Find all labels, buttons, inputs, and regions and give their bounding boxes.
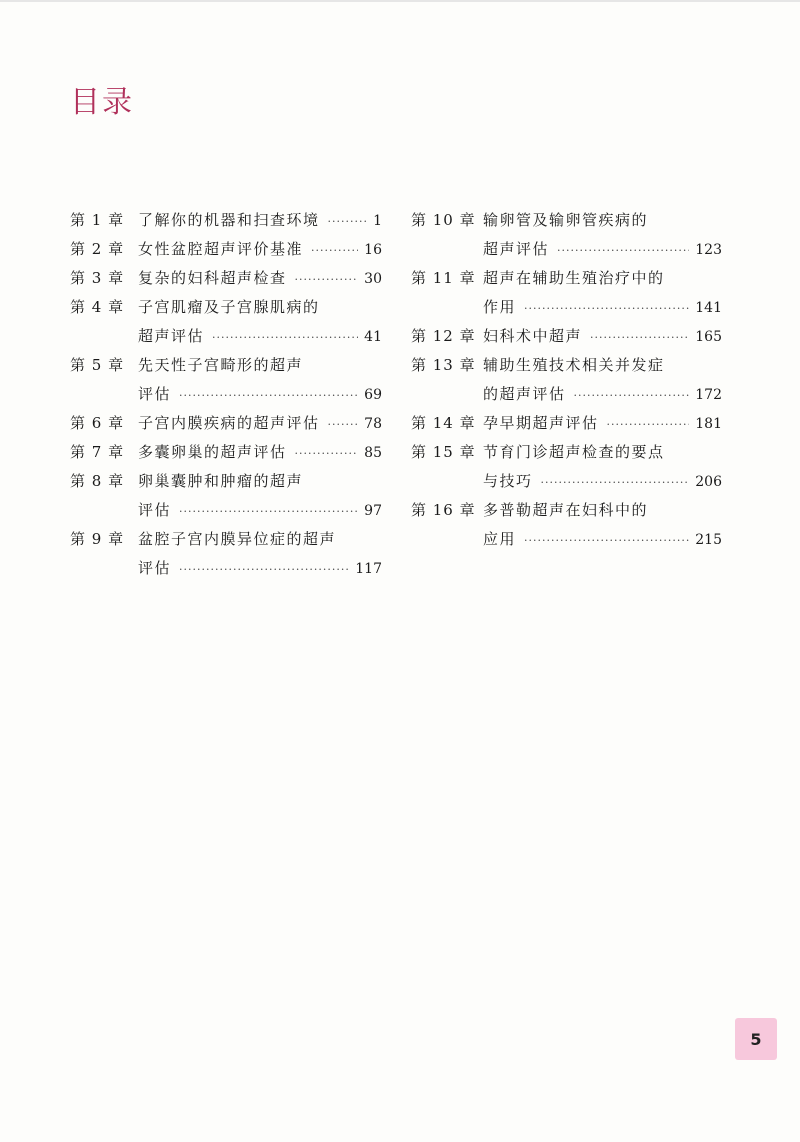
chapter-label: 第 16 章 xyxy=(411,501,476,519)
toc-entry-line xyxy=(70,467,382,496)
toc-entry[interactable] xyxy=(70,351,382,409)
chapter-page-number: 181 xyxy=(695,416,722,432)
dot-leader xyxy=(212,323,358,352)
toc-entry-line xyxy=(411,351,722,380)
dot-leader xyxy=(557,236,689,265)
dot-leader xyxy=(295,439,359,468)
toc-entry-line xyxy=(411,264,722,293)
toc-entry-line xyxy=(70,496,382,525)
chapter-page-number: 69 xyxy=(364,387,382,403)
toc-entry-line xyxy=(70,206,382,235)
page-number-badge: 5 xyxy=(735,1018,777,1060)
chapter-title: 超声在辅助生殖治疗中的 xyxy=(483,269,665,287)
chapter-title: 应用 xyxy=(483,530,517,548)
chapter-title: 多囊卵巢的超声评估 xyxy=(138,443,287,461)
chapter-label: 第 11 章 xyxy=(411,269,476,287)
toc-entry-line xyxy=(70,380,382,409)
toc-entry-line xyxy=(411,496,722,525)
dot-leader xyxy=(311,236,358,265)
chapter-title: 输卵管及输卵管疾病的 xyxy=(483,211,649,229)
toc-entry[interactable] xyxy=(411,206,722,264)
toc-entry-line xyxy=(411,467,722,496)
toc-entry[interactable] xyxy=(411,496,722,554)
toc-entry-line xyxy=(70,409,382,438)
toc-entry[interactable] xyxy=(70,438,382,467)
chapter-label: 第 10 章 xyxy=(411,211,476,229)
chapter-label: 第 2 章 xyxy=(70,240,125,258)
dot-leader xyxy=(295,265,359,294)
chapter-label: 第 12 章 xyxy=(411,327,476,345)
chapter-title: 评估 xyxy=(138,559,172,577)
chapter-title: 复杂的妇科超声检查 xyxy=(138,269,287,287)
chapter-page-number: 165 xyxy=(695,329,722,345)
chapter-title: 多普勒超声在妇科中的 xyxy=(483,501,649,519)
toc-entry-line xyxy=(411,293,722,322)
toc-left-column xyxy=(70,206,382,583)
dot-leader xyxy=(524,294,689,323)
chapter-title: 评估 xyxy=(138,501,172,519)
dot-leader xyxy=(179,381,358,410)
chapter-page-number: 141 xyxy=(695,300,722,316)
dot-leader xyxy=(574,381,690,410)
chapter-title: 女性盆腔超声评价基准 xyxy=(138,240,304,258)
chapter-label: 第 9 章 xyxy=(70,530,125,548)
toc-entry[interactable] xyxy=(411,438,722,496)
dot-leader xyxy=(541,468,690,497)
toc-entry-line xyxy=(70,525,382,554)
chapter-title: 节育门诊超声检查的要点 xyxy=(483,443,665,461)
chapter-title: 子宫内膜疾病的超声评估 xyxy=(138,414,320,432)
toc-entry[interactable] xyxy=(70,409,382,438)
toc-entry-line xyxy=(411,438,722,467)
chapter-page-number: 30 xyxy=(364,271,382,287)
chapter-title: 先天性子宫畸形的超声 xyxy=(138,356,304,374)
chapter-title: 评估 xyxy=(138,385,172,403)
toc-entry-line xyxy=(70,264,382,293)
toc-entry-line xyxy=(70,438,382,467)
toc-entry-line xyxy=(70,554,382,583)
toc-entry[interactable] xyxy=(70,467,382,525)
chapter-label: 第 7 章 xyxy=(70,443,125,461)
chapter-title: 妇科术中超声 xyxy=(483,327,583,345)
toc-entry[interactable] xyxy=(411,322,722,351)
chapter-title: 超声评估 xyxy=(138,327,205,345)
chapter-page-number: 78 xyxy=(364,416,382,432)
chapter-page-number: 16 xyxy=(364,242,382,258)
chapter-title: 超声评估 xyxy=(483,240,550,258)
chapter-label: 第 3 章 xyxy=(70,269,125,287)
toc-entry-line xyxy=(70,293,382,322)
chapter-label: 第 1 章 xyxy=(70,211,125,229)
toc-entry-line xyxy=(70,351,382,380)
chapter-title: 了解你的机器和扫查环境 xyxy=(138,211,320,229)
chapter-title: 孕早期超声评估 xyxy=(483,414,599,432)
chapter-label: 第 6 章 xyxy=(70,414,125,432)
chapter-page-number: 123 xyxy=(695,242,722,258)
chapter-page-number: 41 xyxy=(364,329,382,345)
chapter-page-number: 85 xyxy=(364,445,382,461)
toc-entry[interactable] xyxy=(411,264,722,322)
chapter-page-number: 117 xyxy=(355,561,382,577)
toc-entry-line xyxy=(411,322,722,351)
chapter-title: 卵巢囊肿和肿瘤的超声 xyxy=(138,472,304,490)
toc-entry-line xyxy=(411,380,722,409)
chapter-title: 作用 xyxy=(483,298,517,316)
chapter-label: 第 8 章 xyxy=(70,472,125,490)
chapter-page-number: 97 xyxy=(364,503,382,519)
dot-leader xyxy=(590,323,689,352)
toc-entry-line xyxy=(411,525,722,554)
chapter-label: 第 14 章 xyxy=(411,414,476,432)
dot-leader xyxy=(328,207,368,236)
toc-entry[interactable] xyxy=(411,409,722,438)
toc-entry[interactable] xyxy=(70,235,382,264)
chapter-page-number: 172 xyxy=(695,387,722,403)
toc-entry[interactable] xyxy=(70,206,382,235)
toc-entry-line xyxy=(411,206,722,235)
dot-leader xyxy=(607,410,690,439)
toc-entry[interactable] xyxy=(70,525,382,583)
toc-entry[interactable] xyxy=(70,264,382,293)
toc-entry-line xyxy=(70,322,382,351)
chapter-title: 的超声评估 xyxy=(483,385,566,403)
chapter-label: 第 5 章 xyxy=(70,356,125,374)
chapter-label: 第 15 章 xyxy=(411,443,476,461)
toc-entry-line xyxy=(411,409,722,438)
page-title: 目录 xyxy=(70,85,134,120)
top-rule xyxy=(0,0,800,2)
toc-entry-line xyxy=(70,235,382,264)
chapter-label: 第 4 章 xyxy=(70,298,125,316)
toc-entry[interactable] xyxy=(411,351,722,409)
dot-leader xyxy=(179,555,349,584)
chapter-title: 与技巧 xyxy=(483,472,533,490)
dot-leader xyxy=(328,410,359,439)
toc-entry-line xyxy=(411,235,722,264)
toc-entry[interactable] xyxy=(70,293,382,351)
toc-right-column xyxy=(411,206,722,554)
chapter-page-number: 215 xyxy=(695,532,722,548)
chapter-title: 辅助生殖技术相关并发症 xyxy=(483,356,665,374)
chapter-title: 子宫肌瘤及子宫腺肌病的 xyxy=(138,298,320,316)
chapter-page-number: 206 xyxy=(695,474,722,490)
chapter-title: 盆腔子宫内膜异位症的超声 xyxy=(138,530,337,548)
chapter-label: 第 13 章 xyxy=(411,356,476,374)
dot-leader xyxy=(179,497,358,526)
chapter-page-number: 1 xyxy=(373,213,382,229)
dot-leader xyxy=(524,526,689,555)
